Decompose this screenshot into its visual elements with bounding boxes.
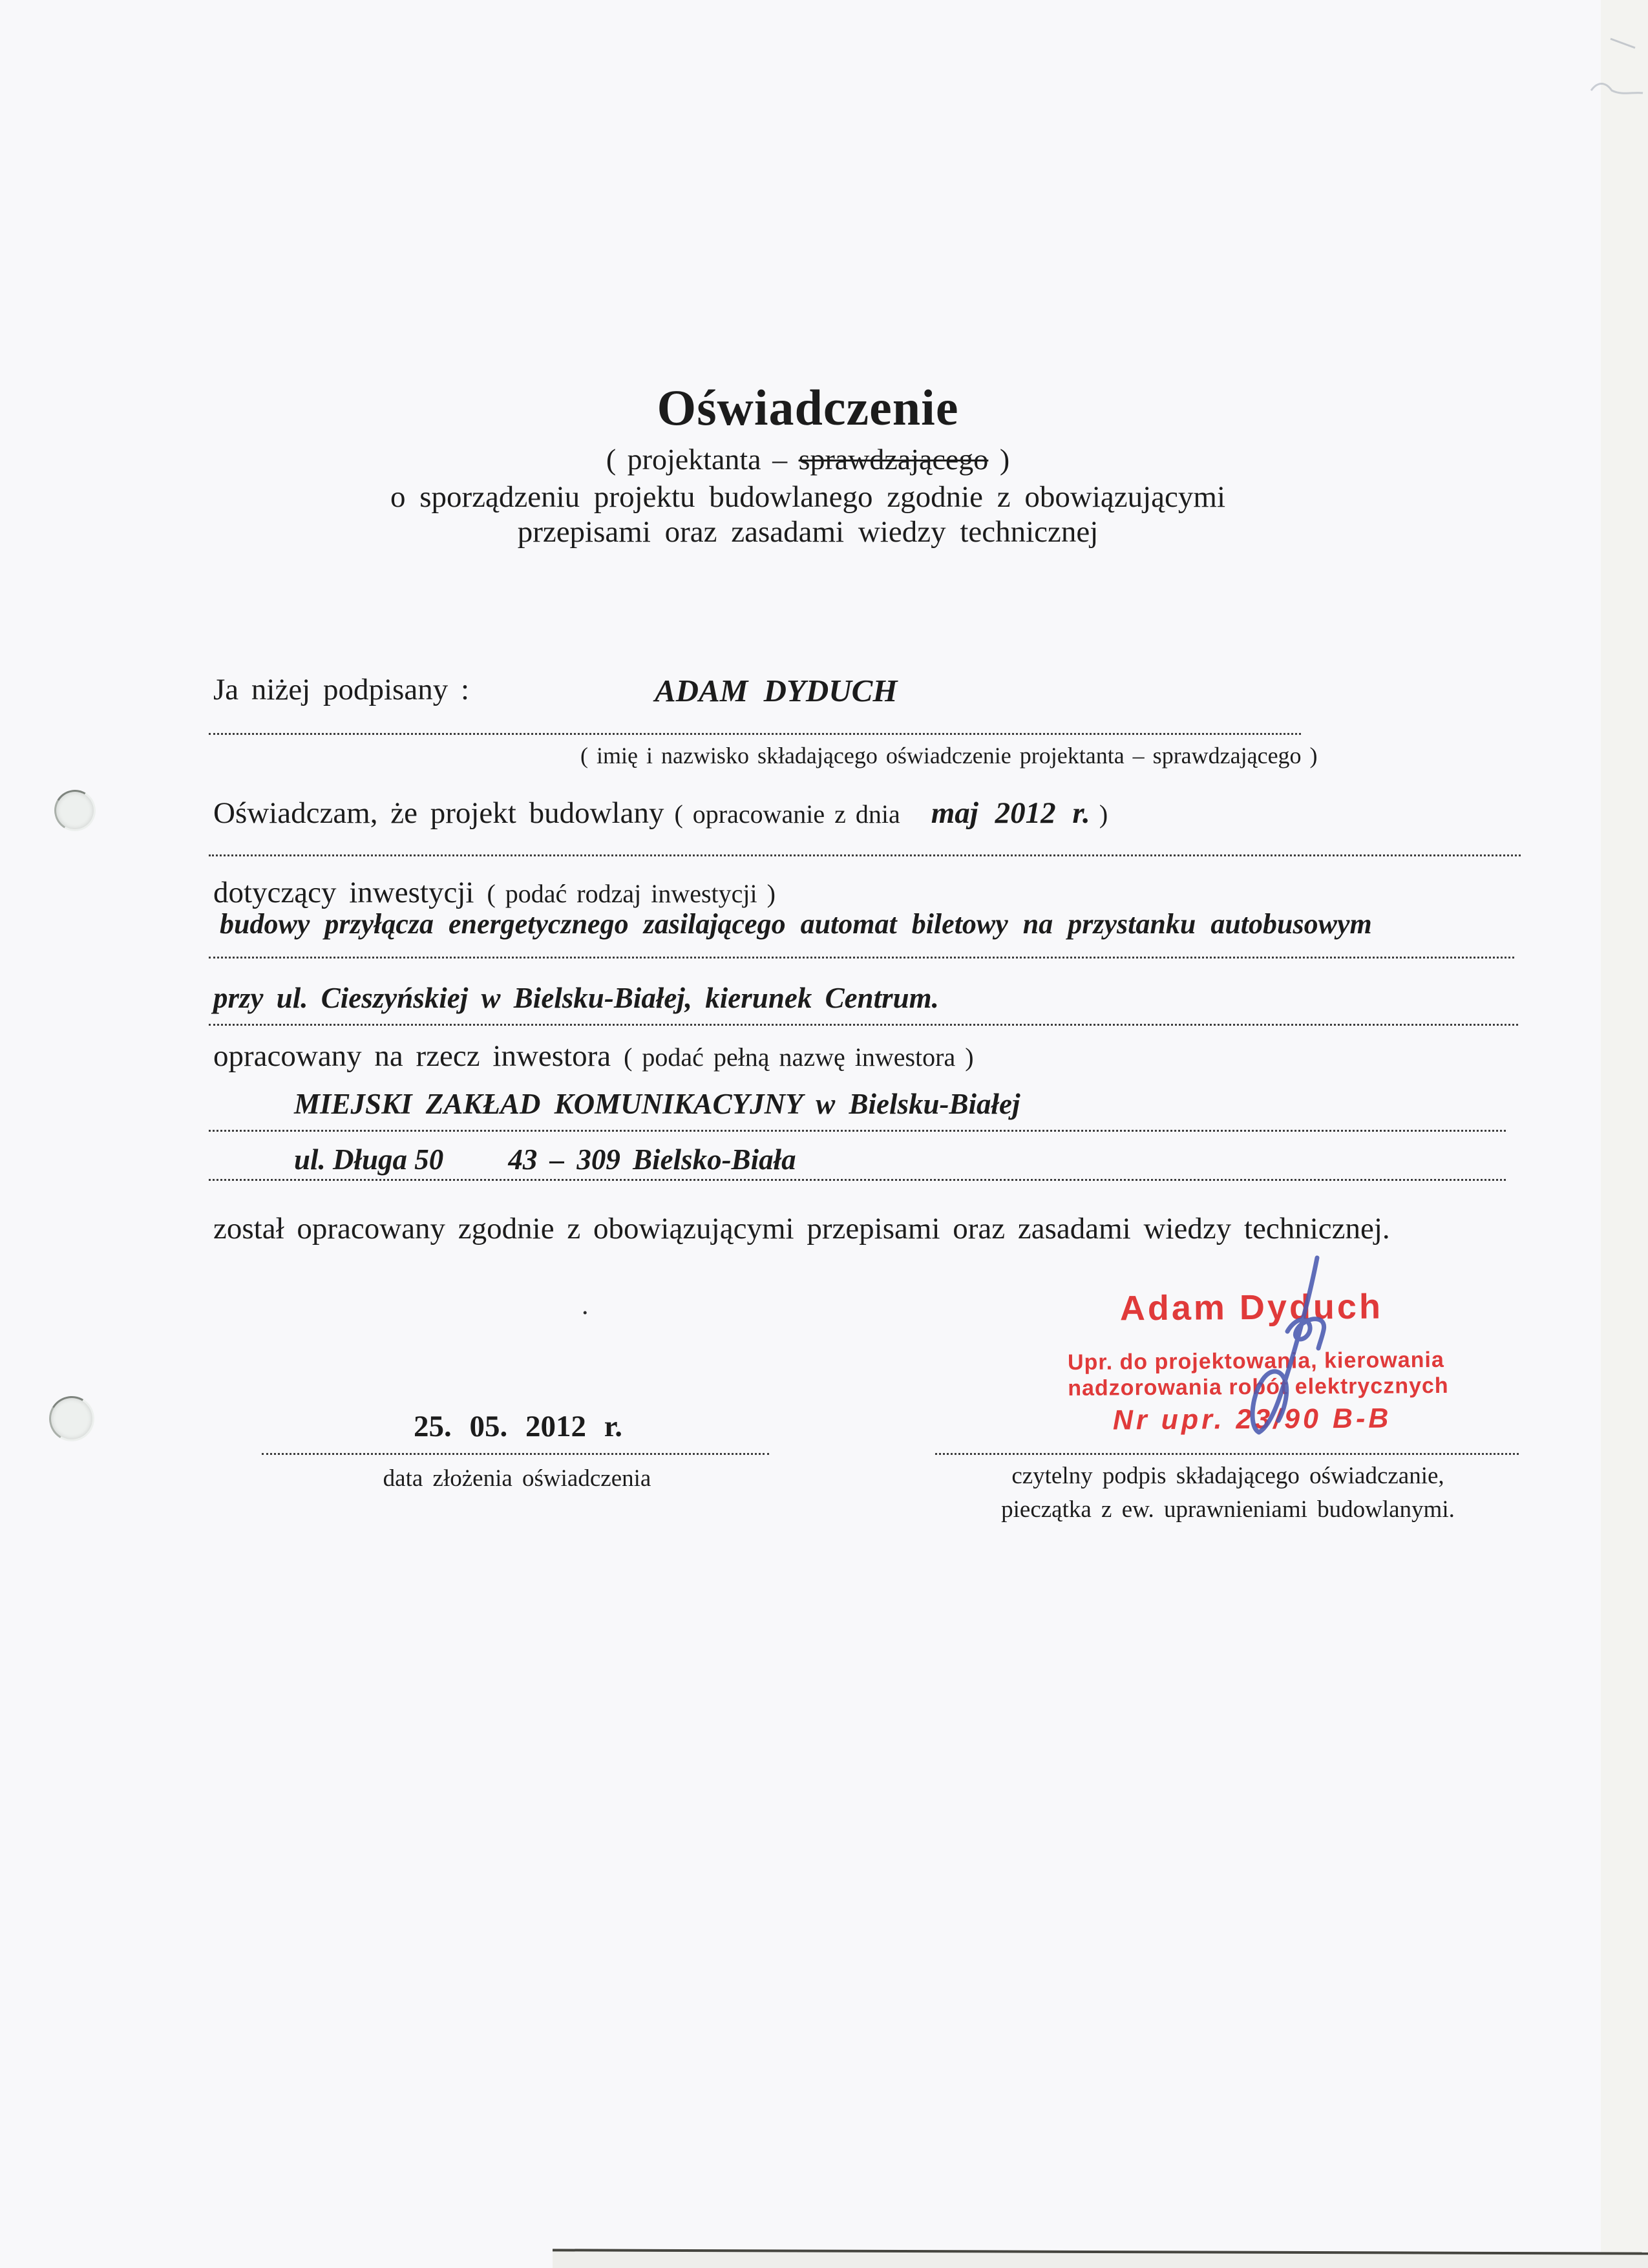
investment-label-row <box>213 875 776 910</box>
declarant-caption: ( imię i nazwisko składającego oświadczenie projektanta – sprawdzającego ) <box>580 743 1318 768</box>
page-subtitle <box>0 442 1616 476</box>
stamp-name: Adam Dyduch <box>1119 1287 1384 1328</box>
investment-line2: przy ul. Cieszyńskiej w Bielsku-Białej, kierunek Centrum. <box>213 982 939 1014</box>
signature-caption-line2: pieczątka z ew. uprawnieniami budowlanymi. <box>1001 1496 1455 1523</box>
rule-investment1 <box>209 957 1514 959</box>
stray-dot: . <box>582 1291 589 1320</box>
page-title: Oświadczenie <box>657 379 959 436</box>
pencil-mark <box>1583 19 1648 110</box>
investor-name: MIEJSKI ZAKŁAD KOMUNIKACYJNY w Bielsku-Białej <box>294 1088 1020 1120</box>
investor-paren: ( podać pełną nazwę inwestora ) <box>624 1043 974 1072</box>
page-bottom-edge <box>553 2249 1648 2268</box>
investor-label-row <box>213 1039 974 1074</box>
scan-edge-right <box>1601 0 1648 2268</box>
rule-date <box>262 1453 769 1455</box>
declarant-name: ADAM DYDUCH <box>655 673 898 708</box>
declaration-date: 25. 05. 2012 r. <box>414 1410 623 1443</box>
stamp-line2: nadzorowania robót elektrycznych <box>1068 1373 1449 1401</box>
project-row <box>213 796 1108 831</box>
rule-project <box>209 854 1521 856</box>
project-date: maj 2012 r. <box>931 796 1090 830</box>
date-caption: data złożenia oświadczenia <box>383 1465 651 1492</box>
subtitle-prefix: ( projektanta – <box>606 443 799 476</box>
stamp-line1: Upr. do projektowania, kierowania <box>1067 1347 1444 1375</box>
handwritten-signature <box>1162 1253 1362 1447</box>
closing-sentence: został opracowany zgodnie z obowiązującymi przepisami oraz zasadami wiedzy technicznej. <box>213 1212 1390 1245</box>
investor-label: opracowany na rzecz inwestora <box>213 1039 611 1073</box>
rule-investor2 <box>209 1179 1506 1181</box>
investor-address-row <box>294 1143 796 1176</box>
subtitle-line2: o sporządzeniu projektu budowlanego zgodnie z obowiązującymi <box>390 480 1226 514</box>
project-paren-close: ) <box>1099 800 1108 829</box>
rule-investment2 <box>209 1024 1518 1026</box>
signature-caption-line1: czytelny podpis składającego oświadczanie, <box>1011 1463 1444 1489</box>
stamp-license-number: Nr upr. 23/90 B-B <box>1112 1403 1392 1436</box>
investment-paren: ( podać rodzaj inwestycji ) <box>487 879 776 908</box>
subtitle-struck-word: sprawdzającego <box>798 443 989 476</box>
declarant-label: Ja niżej podpisany : <box>213 673 470 706</box>
signature-caption <box>924 1459 1532 1527</box>
rule-signature <box>935 1453 1519 1455</box>
rule-declarant <box>209 733 1301 735</box>
project-paren-open: ( opracowanie z dnia <box>674 800 900 829</box>
hole-punch-bottom <box>45 1392 100 1447</box>
declarant-row <box>213 672 898 708</box>
rule-investor1 <box>209 1130 1506 1132</box>
investment-line1: budowy przyłącza energetycznego zasilającego automat biletowy na przystanku autobusowym <box>220 908 1372 940</box>
project-label: Oświadczam, że projekt budowlany <box>213 796 664 830</box>
investor-street: ul. Długa 50 <box>294 1143 444 1176</box>
investor-city: 43 – 309 Bielsko-Biała <box>508 1143 796 1176</box>
subtitle-suffix: ) <box>988 443 1010 476</box>
hole-punch-top <box>50 785 100 836</box>
subtitle-line3: przepisami oraz zasadami wiedzy technicznej <box>517 515 1099 549</box>
investment-label: dotyczący inwestycji <box>213 876 474 909</box>
